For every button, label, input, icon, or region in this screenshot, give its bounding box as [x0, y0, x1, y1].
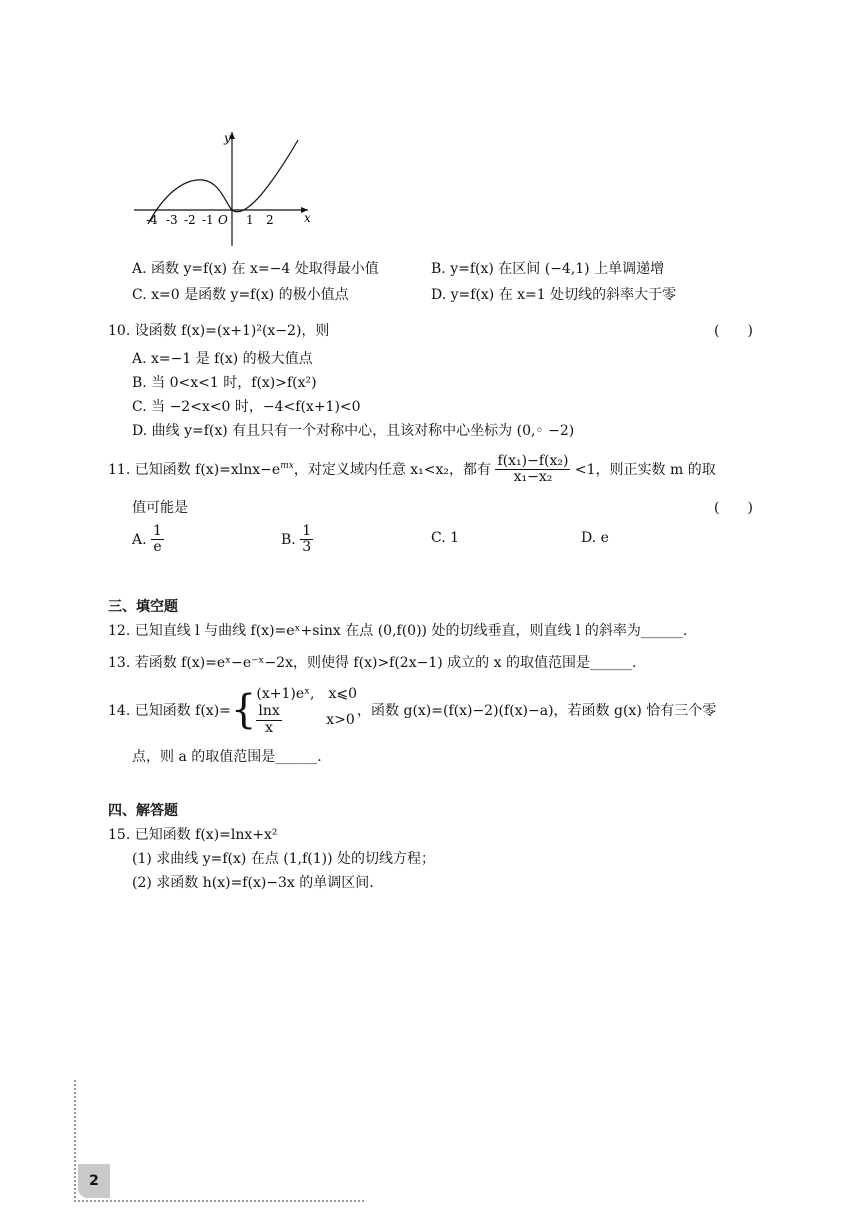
q10-option-a: A. x=−1 是 f(x) 的极大值点: [132, 351, 313, 367]
section-3-heading: 三、填空题: [108, 599, 178, 615]
q11-option-a: [132, 524, 164, 556]
q9-option-c: C. x=0 是函数 y=f(x) 的极小值点: [132, 287, 349, 303]
q14-case1: (x+1)eˣ, x⩽0: [256, 686, 358, 703]
y-axis-label: y: [224, 131, 231, 145]
curve: [148, 140, 298, 224]
function-graph: [128, 126, 318, 250]
q14-line2: 点，则 a 的取值范围是______.: [132, 749, 322, 765]
q14-case2-den: x: [265, 719, 273, 736]
q10-option-c: C. 当 −2<x<0 时，−4<f(x+1)<0: [132, 399, 361, 415]
q15-part1: (1) 求曲线 y=f(x) 在点 (1,f(1)) 处的切线方程；: [132, 851, 436, 867]
q11-option-b-den: 3: [302, 539, 312, 556]
q11-option-d: D. e: [581, 530, 609, 546]
q11-option-a-num: 1: [153, 523, 162, 539]
page-number: 2: [78, 1164, 110, 1198]
q12-text: 12. 已知直线 l 与曲线 f(x)=eˣ+sinx 在点 (0,f(0)) 处的切线垂直，则直线 l 的斜率为______.: [108, 623, 688, 639]
q11-option-a-label: A.: [132, 531, 147, 548]
q9-option-a: A. 函数 y=f(x) 在 x=−4 处取得最小值: [132, 261, 379, 277]
q11-option-b: [281, 524, 313, 556]
q10-option-b: B. 当 0<x<1 时，f(x)>f(x²): [132, 375, 317, 391]
q13-text: 13. 若函数 f(x)=eˣ−e⁻ˣ−2x，则使得 f(x)>f(2x−1) 成立的 x 的取值范围是______.: [108, 655, 637, 671]
tick-label: 2: [266, 213, 274, 227]
q14-brace: {: [230, 687, 257, 733]
q14-stem: [108, 682, 716, 738]
q11-option-b-label: B.: [281, 531, 296, 548]
q14-case2-cond: x>0: [326, 712, 355, 728]
q11-stem: [108, 454, 716, 486]
origin-label: O: [218, 213, 228, 227]
q14-pre: 14. 已知函数 f(x)=: [108, 703, 231, 719]
x-axis-label: x: [304, 211, 311, 225]
q11-option-a-den: e: [153, 539, 162, 556]
q11-fraction: [495, 454, 570, 486]
footer-dotted-horizontal: [74, 1200, 364, 1202]
q14-case2-num: lnx: [258, 703, 280, 720]
q14-post: ，函数 g(x)=(f(x)−2)(f(x)−a)，若函数 g(x) 恰有三个零: [357, 703, 717, 719]
q11-stem-mid: ，对定义域内任意 x₁<x₂，都有: [293, 461, 492, 478]
q11-stem-line2: 值可能是: [132, 500, 188, 516]
q10-answer-paren: ( ): [714, 323, 753, 339]
q15-stem: 15. 已知函数 f(x)=lnx+x²: [108, 827, 278, 843]
q15-part2: (2) 求函数 h(x)=f(x)−3x 的单调区间.: [132, 875, 374, 891]
q11-stem-sup: mx: [280, 461, 294, 472]
tick-label: -1: [202, 213, 214, 227]
tick-label: -4: [146, 213, 158, 227]
section-4-heading: 四、解答题: [108, 803, 178, 819]
tick-label: -2: [184, 213, 196, 227]
q11-stem-post: <1，则正实数 m 的取: [574, 461, 716, 478]
q9-option-b: B. y=f(x) 在区间 (−4,1) 上单调递增: [431, 261, 665, 277]
q14-cases: [256, 684, 357, 736]
tick-label: -3: [166, 213, 178, 227]
q11-option-b-num: 1: [302, 523, 312, 539]
q11-fraction-den: x₁−x₂: [513, 469, 553, 486]
q10-option-d: D. 曲线 y=f(x) 有且只有一个对称中心，且该对称中心坐标为 (0,◦ −2): [132, 423, 575, 439]
footer-dotted-vertical: [74, 1080, 76, 1198]
q11-option-c: C. 1: [431, 530, 460, 546]
q11-stem-pre: 11. 已知函数 f(x)=xlnx−e: [108, 461, 281, 478]
q9-option-d: D. y=f(x) 在 x=1 处切线的斜率大于零: [431, 287, 677, 303]
q10-stem: 10. 设函数 f(x)=(x+1)²(x−2)，则: [108, 323, 330, 339]
q11-fraction-num: f(x₁)−f(x₂): [497, 453, 569, 469]
tick-label: 1: [246, 213, 254, 227]
q11-answer-paren: ( ): [714, 500, 753, 516]
